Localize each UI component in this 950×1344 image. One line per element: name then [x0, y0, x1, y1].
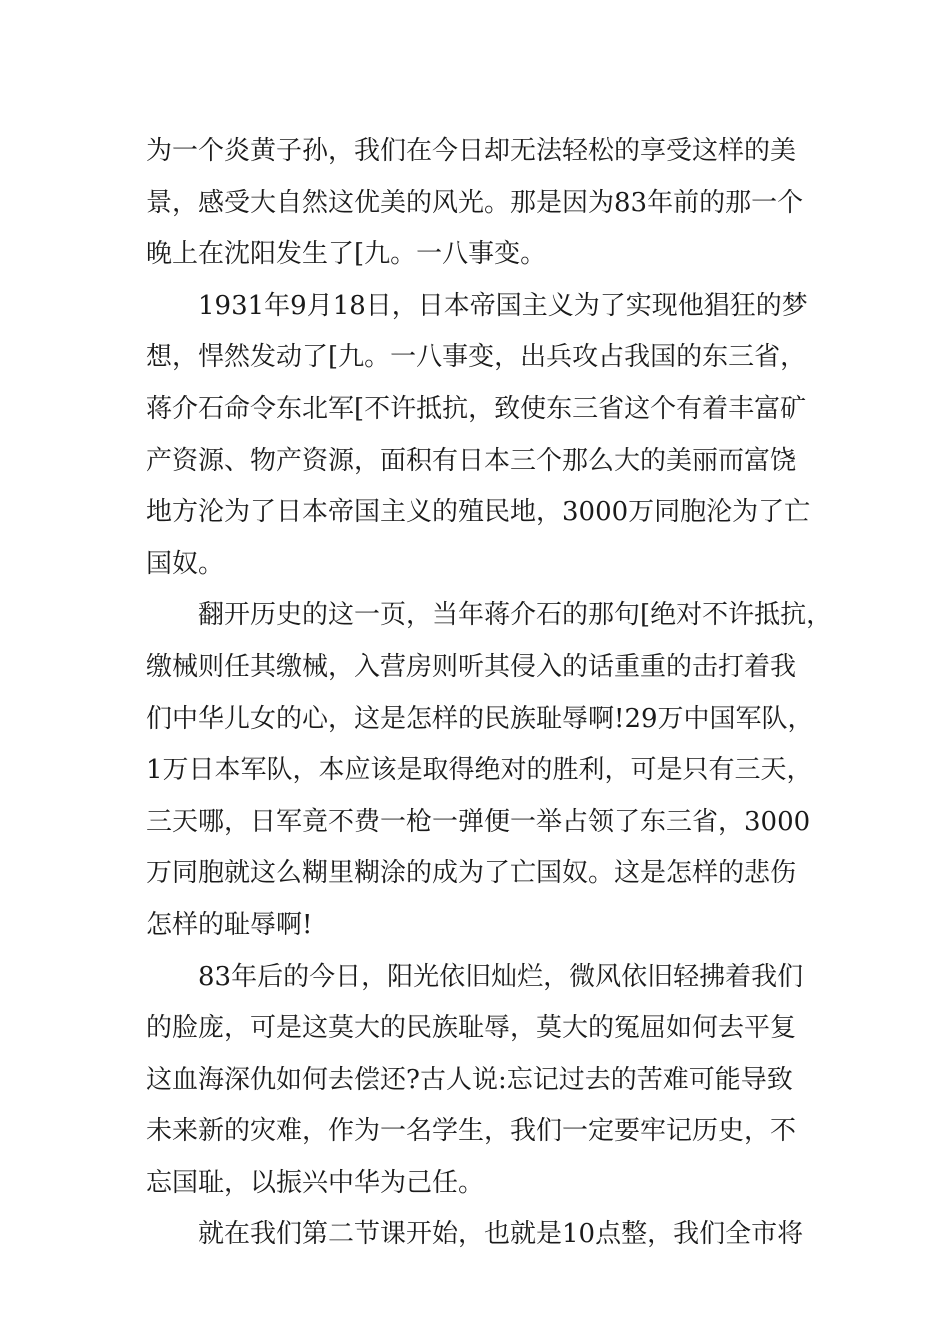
document-body: [146, 126, 833, 1261]
text-line: 国奴。: [146, 548, 225, 579]
text-line: 的脸庞，可是这莫大的民族耻辱，莫大的冤屈如何去平复: [146, 1013, 797, 1044]
paragraph-first-line: 1931年9月18日，日本帝国主义为了实现他猖狂的梦: [198, 290, 808, 321]
text-line: 1万日本军队，本应该是取得绝对的胜利，可是只有三天，: [146, 755, 813, 786]
paragraph-first-line: 翻开历史的这一页，当年蒋介石的那句[绝对不许抵抗，: [198, 600, 833, 631]
text-line: 这血海深仇如何去偿还?古人说:忘记过去的苦难可能导致: [146, 1064, 793, 1095]
paragraph-first-line: 就在我们第二节课开始，也就是10点整，我们全市将: [198, 1219, 804, 1250]
text-line: 晚上在沈阳发生了[九。一八事变。: [146, 239, 547, 270]
text-line: 为一个炎黄子孙，我们在今日却无法轻松的享受这样的美: [146, 136, 797, 166]
text-line: 忘国耻，以振兴中华为己任。: [146, 1167, 485, 1198]
text-line: 怎样的耻辱啊!: [146, 909, 313, 940]
text-line: 景，感受大自然这优美的风光。那是因为83年前的那一个: [146, 187, 804, 218]
text-line: 产资源、物产资源，面积有日本三个那么大的美丽而富饶: [146, 445, 797, 476]
text-line: 未来新的灾难，作为一名学生，我们一定要牢记历史，不: [146, 1116, 797, 1147]
text-line: 缴械则任其缴械，入营房则听其侵入的话重重的击打着我: [146, 651, 797, 682]
text-line: 们中华儿女的心，这是怎样的民族耻辱啊!29万中国军队，: [146, 703, 814, 734]
paragraph-first-line: 83年后的今日，阳光依旧灿烂，微风依旧轻拂着我们: [198, 961, 804, 992]
text-line: 三天哪，日军竟不费一枪一弹便一举占领了东三省，3000: [146, 806, 811, 837]
text-line: 想，悍然发动了[九。一八事变，出兵攻占我国的东三省，: [146, 342, 807, 373]
text-line: 地方沦为了日本帝国主义的殖民地，3000万同胞沦为了亡: [146, 497, 811, 528]
text-line: 蒋介石命令东北军[不许抵抗，致使东三省这个有着丰富矿: [146, 393, 807, 424]
text-line: 万同胞就这么糊里糊涂的成为了亡国奴。这是怎样的悲伤: [146, 858, 797, 889]
